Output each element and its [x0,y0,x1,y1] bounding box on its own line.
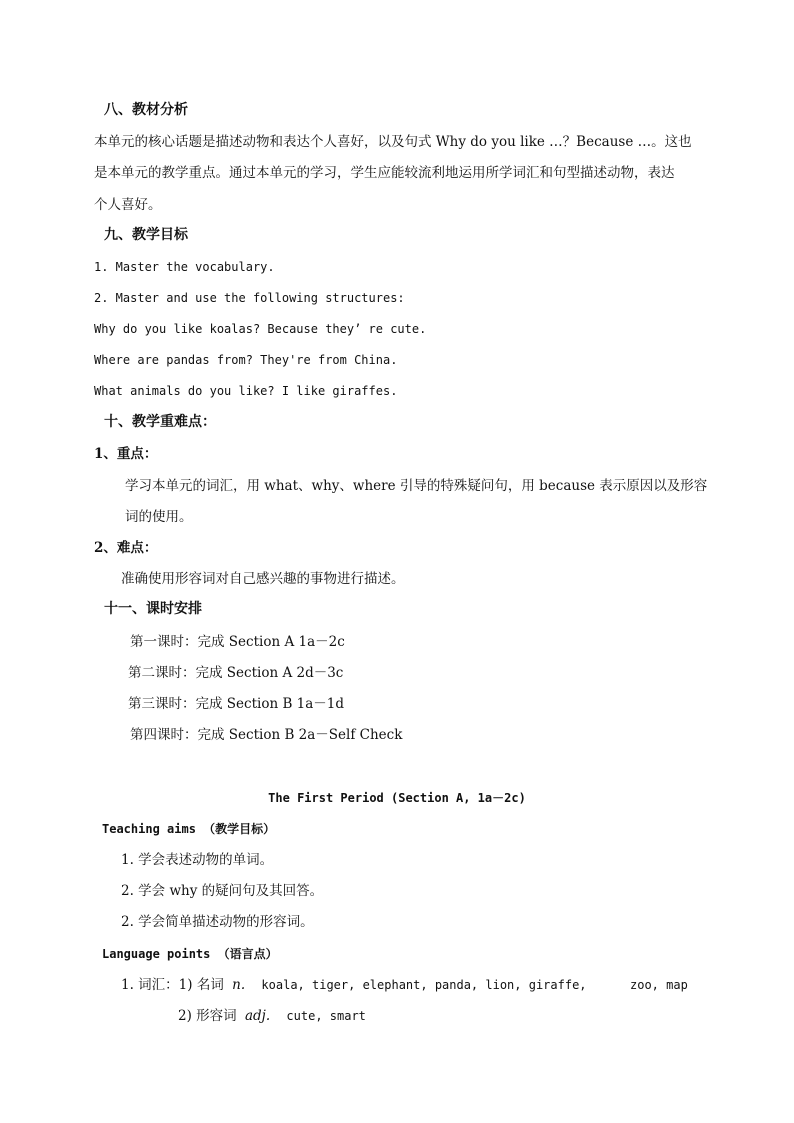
section-10-heading: 十、教学重难点： [104,414,216,430]
section-8-paragraph-line-1: 本单元的核心话题是描述动物和表达个人喜好，以及句式 Why do you like …？Because …。这也 [94,134,692,150]
schedule-item: 第二课时：完成 Section A 2d－3c [128,665,344,681]
vocab-adjectives-prefix: 2) 形容词 [178,1008,237,1024]
vocab-nouns-line [121,976,587,994]
aim-item: 2. 学会简单描述动物的形容词。 [121,914,314,930]
teaching-aims-heading: Teaching aims （教学目标） [102,822,276,836]
objective-item: 2. Master and use the following structures: [94,291,405,305]
objective-item: What animals do you like? I like giraffes. [94,384,398,398]
adjective-abbreviation: adj. [244,1008,271,1024]
difficulty-label: 2、难点： [94,540,158,556]
key-points-line-2: 词的使用。 [125,509,193,525]
section-11-heading: 十一、课时安排 [104,601,202,617]
noun-abbreviation: n. [232,977,246,993]
section-9-heading: 九、教学目标 [104,227,188,243]
section-8-paragraph-line-2: 是本单元的教学重点。通过本单元的学习，学生应能较流利地运用所学词汇和句型描述动物，表达 [94,165,675,181]
schedule-item: 第一课时：完成 Section A 1a－2c [130,634,345,650]
schedule-item: 第三课时：完成 Section B 1a－1d [128,696,345,712]
period-title: The First Period (Section A, 1a－2c) [268,791,526,805]
key-points-label: 1、重点： [94,446,158,462]
objective-item: 1. Master the vocabulary. [94,260,275,274]
section-8-paragraph-line-3: 个人喜好。 [94,197,162,213]
aim-item: 1. 学会表述动物的单词。 [121,852,274,868]
schedule-item: 第四课时：完成 Section B 2a－Self Check [130,727,403,743]
vocab-nouns-prefix: 1. 词汇：1) 名词 [121,977,224,993]
difficulty-line: 准确使用形容词对自己感兴趣的事物进行描述。 [121,571,405,587]
objective-item: Why do you like koalas? Because they’ re cute. [94,322,427,336]
section-8-heading: 八、教材分析 [104,102,188,118]
key-points-line-1: 学习本单元的词汇，用 what、why、where 引导的特殊疑问句，用 because 表示原因以及形容 [125,478,708,494]
noun-list: koala, tiger, elephant, panda, lion, giraffe, [261,978,587,992]
adjective-list: cute, smart [286,1009,366,1023]
language-points-heading: Language points （语言点） [102,947,278,961]
vocab-adjectives-line [178,1007,366,1025]
aim-item: 2. 学会 why 的疑问句及其回答。 [121,883,324,899]
objective-item: Where are pandas from? They're from China. [94,353,398,367]
noun-list-extra: zoo, map [630,978,688,992]
